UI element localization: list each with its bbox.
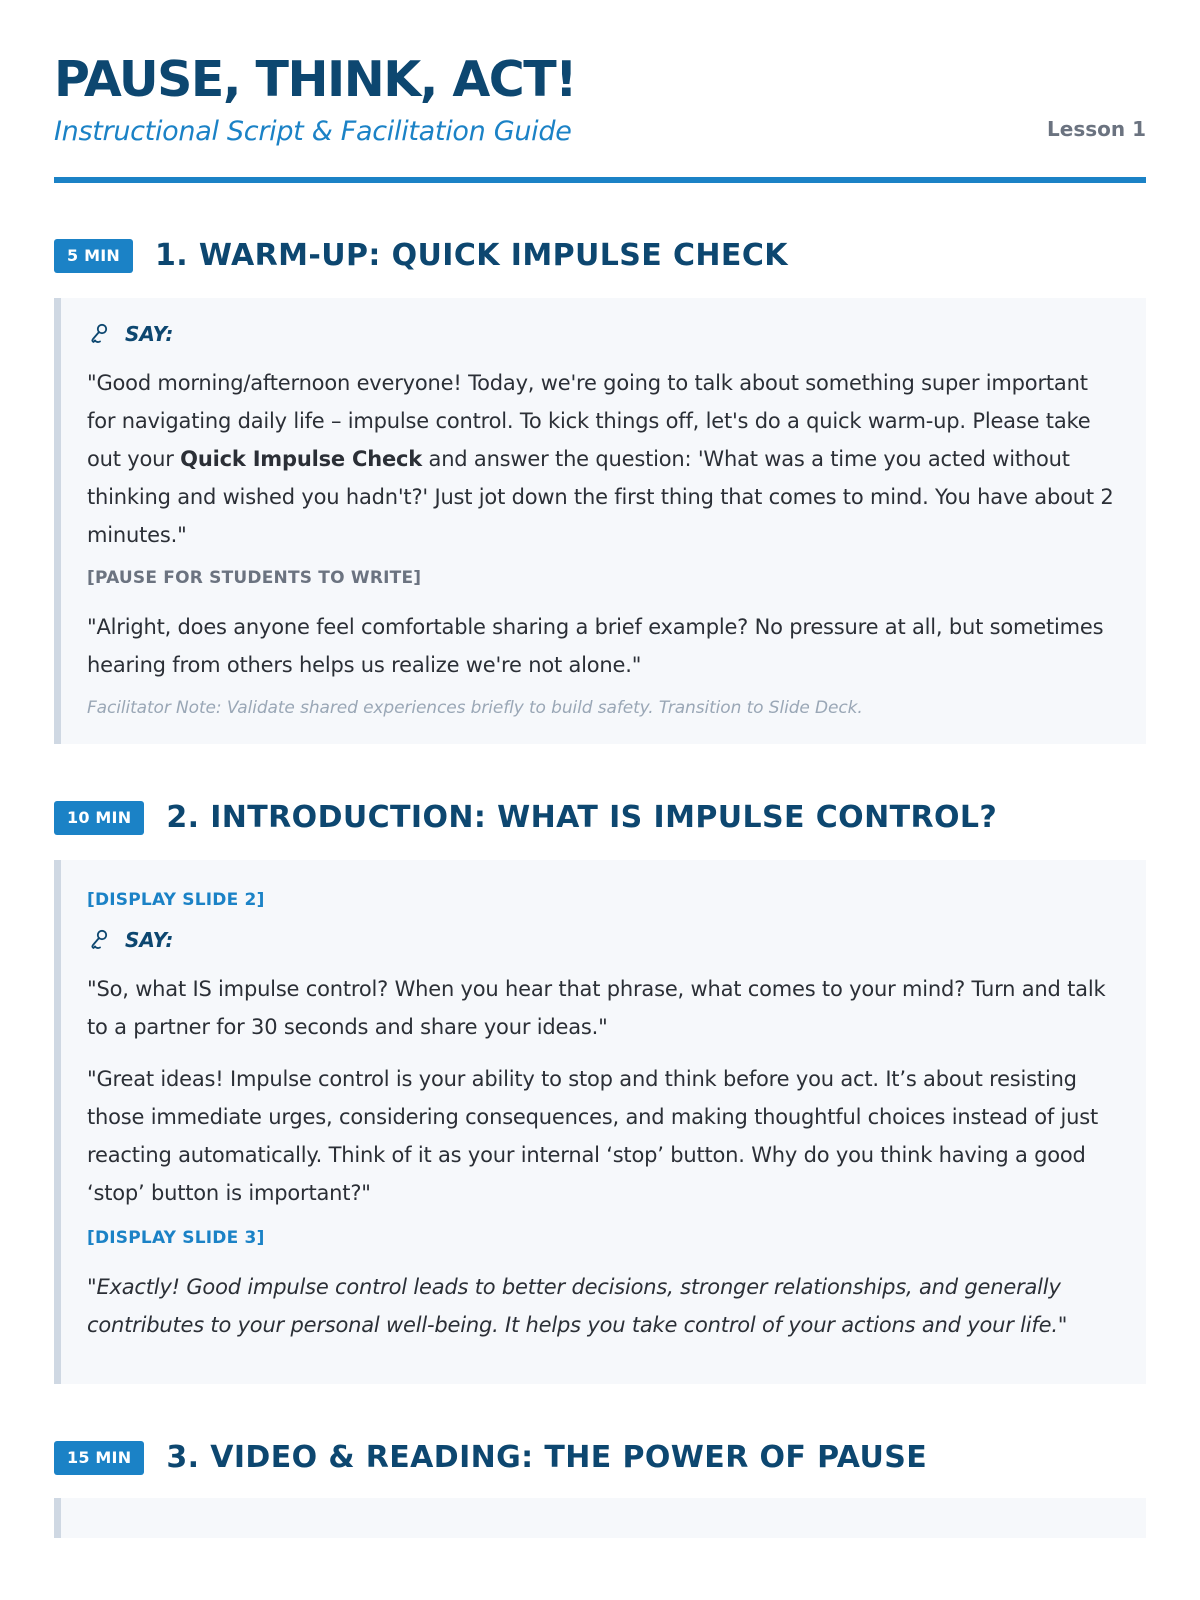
say-text: SAY: [125, 322, 174, 347]
section-title: 2. INTRODUCTION: WHAT IS IMPULSE CONTROL? [166, 800, 998, 836]
script-card [54, 298, 1146, 744]
script-paragraph [87, 364, 1118, 554]
duration-badge: 10 MIN [54, 801, 144, 835]
section-title: 3. VIDEO & READING: THE POWER OF PAUSE [166, 1440, 928, 1476]
script-paragraph: "Exactly! Good impulse control leads to better decisions, stronger relationships, and generally contributes to your personal well-being. It helps you take control of your actions and your life." [87, 1275, 1068, 1338]
document-title: PAUSE, THINK, ACT! [54, 51, 577, 108]
microphone-icon [87, 928, 111, 952]
script-text: "Good morning/afternoon everyone! Today, we're going to talk about something super important for navigating daily life – impulse control. To kick things off, let's do a quick warm-up. Please take out your [87, 371, 1091, 472]
section-title: 1. WARM-UP: QUICK IMPULSE CHECK [154, 238, 788, 274]
facilitator-note: Facilitator Note: Validate shared experiences briefly to build safety. Transition to Slide Deck. [87, 698, 863, 719]
lesson-label: Lesson 1 [1047, 117, 1146, 142]
duration-badge: 15 MIN [54, 1441, 144, 1475]
document-header [54, 52, 1146, 183]
say-label [87, 322, 1118, 346]
duration-badge: 5 MIN [54, 239, 133, 273]
script-card [54, 1498, 1146, 1538]
stage-direction: [PAUSE FOR STUDENTS TO WRITE] [87, 568, 422, 589]
slide-cue: [DISPLAY SLIDE 2] [87, 890, 265, 911]
document-subtitle: Instructional Script & Facilitation Guide [54, 116, 572, 148]
script-paragraph: "Alright, does anyone feel comfortable sharing a brief example? No pressure at all, but sometimes hearing from others helps us realize we're not alone." [87, 615, 1104, 678]
script-paragraph: "Great ideas! Impulse control is your ability to stop and think before you act. It’s about resisting those immediate urges, considering consequences, and making thoughtful choices instead of just reacting automatically. Think of it as your internal ‘stop’ button. Why do you think having a good ‘stop’ button is important?" [87, 1067, 1099, 1206]
microphone-icon [87, 322, 111, 346]
section-2-header [54, 800, 1146, 836]
section-3-header [54, 1440, 1146, 1476]
script-paragraph: "So, what IS impulse control? When you hear that phrase, what comes to your mind? Turn and talk to a partner for 30 seconds and share your ideas." [87, 977, 1106, 1040]
say-label [87, 928, 1118, 952]
slide-cue: [DISPLAY SLIDE 3] [87, 1228, 265, 1249]
say-text: SAY: [125, 928, 174, 953]
worksheet-name: Quick Impulse Check [180, 447, 423, 472]
script-text: and answer the question: 'What was a time you acted without thinking and wished you hadn't?' Just jot down the first thing that comes to mind. You have about 2 minutes." [87, 447, 1114, 548]
script-card [54, 860, 1146, 1384]
section-1-header [54, 238, 1146, 274]
